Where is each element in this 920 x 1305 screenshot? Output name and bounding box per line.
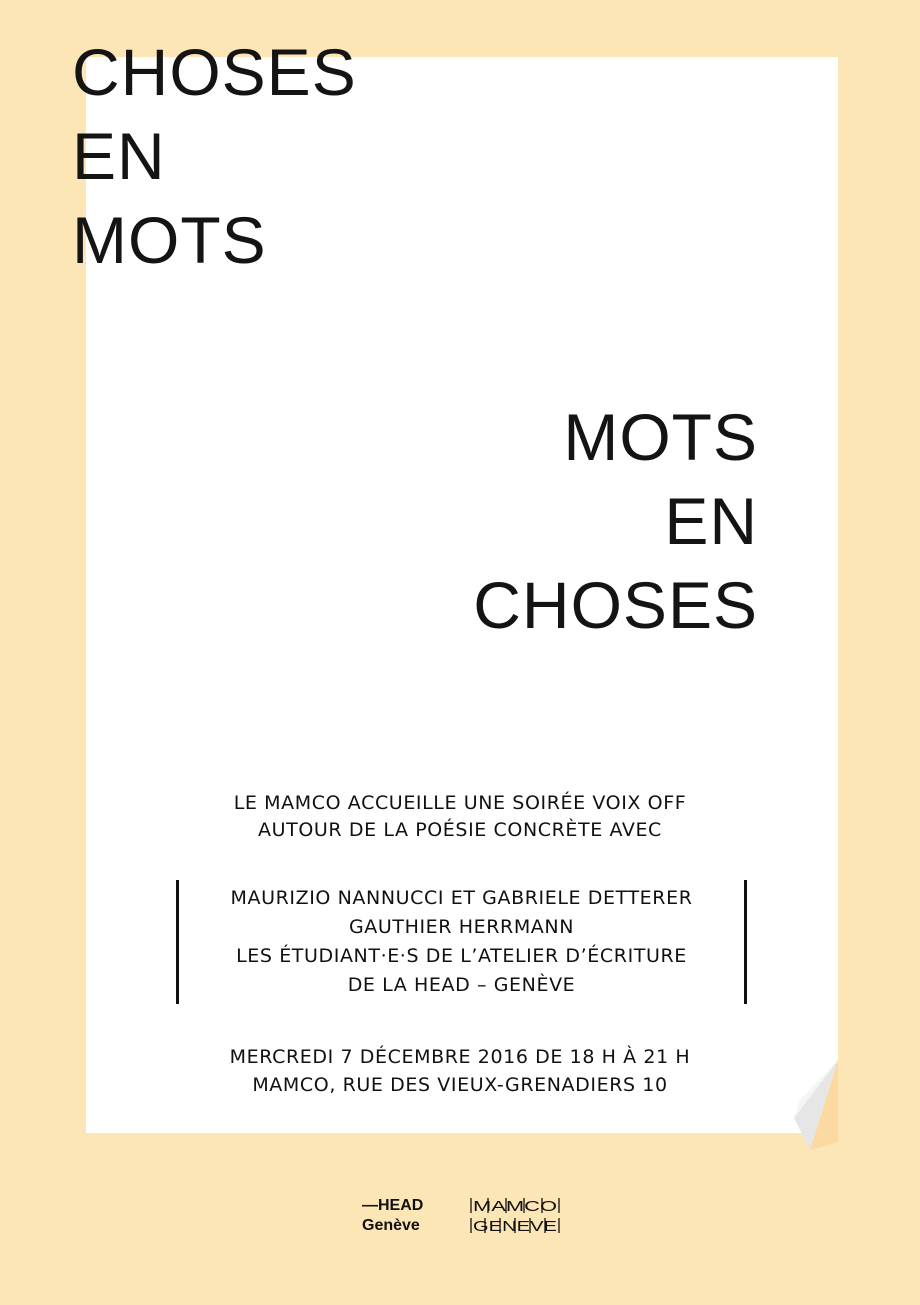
title-bottom-line: EN [664,484,758,558]
mamco-logo-line: MAMCO [473,1198,557,1215]
event-venue: MAMCO, RUE DES VIEUX-GRENADIERS 10 [252,1074,668,1096]
title-choses-en-mots [72,30,357,282]
intro-line: LE MAMCO ACCUEILLE UNE SOIRÉE VOIX OFF [233,792,687,814]
guests-box [176,880,747,1004]
event-details [0,1043,920,1099]
title-top-line: MOTS [72,203,267,277]
head-logo-line: —HEAD [362,1197,424,1214]
title-top-line: EN [72,119,166,193]
title-top-line: CHOSES [72,35,357,109]
title-mots-en-choses [473,395,758,647]
mamco-logo-line: GENEVE [473,1218,557,1235]
mamco-geneve-logo [470,1196,560,1236]
event-date: MERCREDI 7 DÉCEMBRE 2016 DE 18 H À 21 H [229,1046,691,1068]
guest-line: LES ÉTUDIANT·E·S DE L’ATELIER D’ÉCRITURE [236,945,687,967]
guest-line: GAUTHIER HERRMANN [348,916,575,938]
guest-line: MAURIZIO NANNUCCI ET GABRIELE DETTERER [230,887,693,909]
title-bottom-line: CHOSES [473,568,758,642]
guest-line: DE LA HEAD – GENÈVE [347,974,576,996]
head-geneve-logo [362,1196,423,1236]
intro-line: AUTOUR DE LA POÉSIE CONCRÈTE AVEC [258,819,662,841]
head-logo-line: Genève [362,1217,420,1234]
intro-text [0,790,920,844]
title-bottom-line: MOTS [563,400,758,474]
